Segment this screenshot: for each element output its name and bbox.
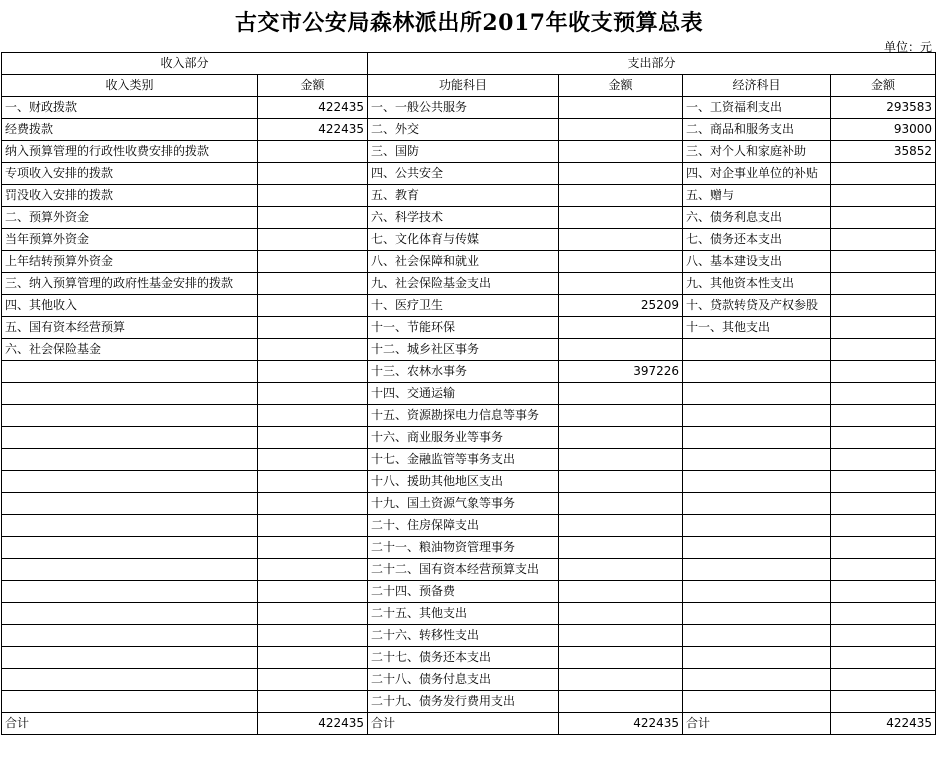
table-row <box>2 141 936 163</box>
income-amount-cell <box>258 471 368 493</box>
income-amount-cell <box>258 405 368 427</box>
table-row <box>2 691 936 713</box>
economic-amount-cell: 293583 <box>831 97 936 119</box>
table-row <box>2 647 936 669</box>
economic-subject-cell <box>683 603 831 625</box>
income-total-label: 合计 <box>2 713 258 735</box>
functional-subject-cell: 二十八、债务付息支出 <box>368 669 559 691</box>
functional-subject-cell: 四、公共安全 <box>368 163 559 185</box>
functional-amount-cell <box>559 515 683 537</box>
income-amount-cell <box>258 581 368 603</box>
income-category-cell <box>2 559 258 581</box>
economic-amount-cell <box>831 647 936 669</box>
functional-amount-cell <box>559 339 683 361</box>
economic-amount-cell <box>831 493 936 515</box>
economic-total-amount: 422435 <box>831 713 936 735</box>
income-category-cell <box>2 405 258 427</box>
functional-amount-cell <box>559 383 683 405</box>
economic-subject-cell <box>683 625 831 647</box>
income-category-cell <box>2 449 258 471</box>
total-row <box>2 713 936 735</box>
income-category-cell <box>2 581 258 603</box>
income-category-cell <box>2 493 258 515</box>
income-category-cell: 六、社会保险基金 <box>2 339 258 361</box>
table-row <box>2 515 936 537</box>
income-amount-cell <box>258 251 368 273</box>
functional-subject-cell: 十八、援助其他地区支出 <box>368 471 559 493</box>
income-amount-cell <box>258 493 368 515</box>
functional-subject-cell: 二十、住房保障支出 <box>368 515 559 537</box>
economic-subject-cell: 九、其他资本性支出 <box>683 273 831 295</box>
income-amount-cell <box>258 383 368 405</box>
functional-amount-cell: 397226 <box>559 361 683 383</box>
income-section-header: 收入部分 <box>2 53 368 75</box>
functional-amount-cell <box>559 647 683 669</box>
economic-amount-cell <box>831 207 936 229</box>
income-amount-cell <box>258 185 368 207</box>
economic-subject-cell <box>683 339 831 361</box>
income-amount-cell <box>258 229 368 251</box>
income-amount-cell: 422435 <box>258 119 368 141</box>
unit-label: 单位：元 <box>883 40 932 54</box>
income-amount-cell <box>258 625 368 647</box>
income-category-cell: 五、国有资本经营预算 <box>2 317 258 339</box>
economic-subject-cell <box>683 515 831 537</box>
functional-amount-cell <box>559 207 683 229</box>
economic-amount-cell <box>831 163 936 185</box>
functional-amount-cell <box>559 119 683 141</box>
table-row <box>2 185 936 207</box>
table-row <box>2 163 936 185</box>
functional-subject-cell: 九、社会保险基金支出 <box>368 273 559 295</box>
table-row <box>2 273 936 295</box>
income-amount-cell: 422435 <box>258 97 368 119</box>
economic-amount-cell <box>831 317 936 339</box>
economic-subject-cell <box>683 405 831 427</box>
table-row <box>2 361 936 383</box>
section-header-row <box>2 53 936 75</box>
functional-subject-cell: 十七、金融监管等事务支出 <box>368 449 559 471</box>
income-amount-cell <box>258 273 368 295</box>
economic-subject-cell: 七、债务还本支出 <box>683 229 831 251</box>
economic-amount-cell <box>831 559 936 581</box>
income-category-cell: 上年结转预算外资金 <box>2 251 258 273</box>
income-amount-cell <box>258 163 368 185</box>
economic-amount-cell <box>831 383 936 405</box>
functional-amount-cell <box>559 493 683 515</box>
economic-amount-cell: 93000 <box>831 119 936 141</box>
income-category-cell: 经费拨款 <box>2 119 258 141</box>
income-category-cell <box>2 427 258 449</box>
functional-subject-cell: 八、社会保障和就业 <box>368 251 559 273</box>
functional-amount-header: 金额 <box>559 75 683 97</box>
table-row <box>2 537 936 559</box>
income-total-amount: 422435 <box>258 713 368 735</box>
functional-total-label: 合计 <box>368 713 559 735</box>
table-row <box>2 229 936 251</box>
functional-amount-cell <box>559 163 683 185</box>
functional-amount-cell <box>559 581 683 603</box>
income-category-cell: 三、纳入预算管理的政府性基金安排的拨款 <box>2 273 258 295</box>
economic-subject-cell: 五、赠与 <box>683 185 831 207</box>
economic-subject-cell <box>683 647 831 669</box>
income-category-cell: 专项收入安排的拨款 <box>2 163 258 185</box>
functional-subject-cell: 二十五、其他支出 <box>368 603 559 625</box>
economic-amount-cell <box>831 581 936 603</box>
functional-amount-cell <box>559 449 683 471</box>
expense-section-header: 支出部分 <box>368 53 936 75</box>
table-row <box>2 493 936 515</box>
table-row <box>2 427 936 449</box>
table-row <box>2 405 936 427</box>
economic-subject-cell <box>683 669 831 691</box>
functional-total-amount: 422435 <box>559 713 683 735</box>
economic-amount-cell <box>831 405 936 427</box>
income-amount-cell <box>258 207 368 229</box>
functional-subject-cell: 三、国防 <box>368 141 559 163</box>
income-category-cell: 四、其他收入 <box>2 295 258 317</box>
functional-subject-cell: 十二、城乡社区事务 <box>368 339 559 361</box>
table-row <box>2 383 936 405</box>
table-row <box>2 339 936 361</box>
economic-subject-cell <box>683 493 831 515</box>
economic-subject-cell: 十一、其他支出 <box>683 317 831 339</box>
income-amount-cell <box>258 669 368 691</box>
economic-amount-cell <box>831 427 936 449</box>
functional-amount-cell <box>559 229 683 251</box>
page-title: 古交市公安局森林派出所2017年收支预算总表 <box>234 10 704 36</box>
income-amount-cell <box>258 515 368 537</box>
economic-subject-cell: 三、对个人和家庭补助 <box>683 141 831 163</box>
functional-amount-cell <box>559 537 683 559</box>
economic-amount-cell <box>831 361 936 383</box>
economic-amount-cell <box>831 229 936 251</box>
income-amount-cell <box>258 647 368 669</box>
economic-amount-cell <box>831 339 936 361</box>
income-category-cell: 一、财政拨款 <box>2 97 258 119</box>
economic-subject-cell <box>683 471 831 493</box>
functional-amount-cell <box>559 317 683 339</box>
income-amount-cell <box>258 361 368 383</box>
income-category-cell: 罚没收入安排的拨款 <box>2 185 258 207</box>
column-header-row <box>2 75 936 97</box>
economic-amount-cell <box>831 625 936 647</box>
economic-amount-cell <box>831 251 936 273</box>
income-amount-cell <box>258 537 368 559</box>
functional-subject-cell: 十四、交通运输 <box>368 383 559 405</box>
table-row <box>2 295 936 317</box>
economic-subject-cell <box>683 449 831 471</box>
income-amount-cell <box>258 141 368 163</box>
functional-amount-cell <box>559 273 683 295</box>
income-amount-cell <box>258 449 368 471</box>
income-amount-cell <box>258 559 368 581</box>
functional-subject-header: 功能科目 <box>368 75 559 97</box>
functional-amount-cell <box>559 97 683 119</box>
table-row <box>2 603 936 625</box>
income-category-cell: 纳入预算管理的行政性收费安排的拨款 <box>2 141 258 163</box>
table-row <box>2 559 936 581</box>
economic-total-label: 合计 <box>683 713 831 735</box>
economic-subject-cell: 六、债务利息支出 <box>683 207 831 229</box>
functional-subject-cell: 七、文化体育与传媒 <box>368 229 559 251</box>
functional-amount-cell <box>559 471 683 493</box>
economic-amount-cell <box>831 691 936 713</box>
economic-subject-cell <box>683 361 831 383</box>
income-category-cell <box>2 603 258 625</box>
functional-amount-cell <box>559 141 683 163</box>
economic-amount-cell <box>831 471 936 493</box>
functional-subject-cell: 二十七、债务还本支出 <box>368 647 559 669</box>
functional-amount-cell <box>559 405 683 427</box>
income-category-cell <box>2 647 258 669</box>
income-category-cell <box>2 669 258 691</box>
functional-amount-cell <box>559 691 683 713</box>
economic-amount-cell <box>831 295 936 317</box>
income-category-cell: 当年预算外资金 <box>2 229 258 251</box>
economic-amount-cell: 35852 <box>831 141 936 163</box>
economic-amount-cell <box>831 273 936 295</box>
functional-subject-cell: 十一、节能环保 <box>368 317 559 339</box>
functional-subject-cell: 十六、商业服务业等事务 <box>368 427 559 449</box>
income-category-header: 收入类别 <box>2 75 258 97</box>
income-amount-cell <box>258 603 368 625</box>
table-row <box>2 317 936 339</box>
economic-subject-cell <box>683 559 831 581</box>
table-row <box>2 471 936 493</box>
income-category-cell <box>2 625 258 647</box>
economic-subject-cell: 十、贷款转贷及产权参股 <box>683 295 831 317</box>
functional-amount-cell <box>559 427 683 449</box>
economic-amount-cell <box>831 185 936 207</box>
economic-amount-cell <box>831 515 936 537</box>
economic-subject-cell: 二、商品和服务支出 <box>683 119 831 141</box>
table-row <box>2 119 936 141</box>
functional-amount-cell <box>559 251 683 273</box>
table-row <box>2 251 936 273</box>
economic-subject-header: 经济科目 <box>683 75 831 97</box>
functional-amount-cell <box>559 185 683 207</box>
functional-subject-cell: 二、外交 <box>368 119 559 141</box>
table-row <box>2 669 936 691</box>
functional-subject-cell: 一、一般公共服务 <box>368 97 559 119</box>
functional-subject-cell: 五、教育 <box>368 185 559 207</box>
functional-amount-cell <box>559 603 683 625</box>
economic-subject-cell <box>683 383 831 405</box>
functional-subject-cell: 十三、农林水事务 <box>368 361 559 383</box>
income-category-cell <box>2 537 258 559</box>
income-category-cell <box>2 691 258 713</box>
income-amount-cell <box>258 427 368 449</box>
economic-amount-cell <box>831 603 936 625</box>
functional-amount-cell <box>559 559 683 581</box>
income-amount-header: 金额 <box>258 75 368 97</box>
functional-amount-cell <box>559 669 683 691</box>
economic-subject-cell: 四、对企事业单位的补贴 <box>683 163 831 185</box>
economic-amount-cell <box>831 669 936 691</box>
economic-subject-cell <box>683 427 831 449</box>
economic-amount-cell <box>831 537 936 559</box>
functional-subject-cell: 二十六、转移性支出 <box>368 625 559 647</box>
income-category-cell <box>2 383 258 405</box>
economic-subject-cell: 一、工资福利支出 <box>683 97 831 119</box>
income-category-cell <box>2 515 258 537</box>
economic-subject-cell <box>683 581 831 603</box>
functional-subject-cell: 十九、国土资源气象等事务 <box>368 493 559 515</box>
economic-subject-cell: 八、基本建设支出 <box>683 251 831 273</box>
income-amount-cell <box>258 339 368 361</box>
functional-amount-cell <box>559 625 683 647</box>
functional-subject-cell: 二十二、国有资本经营预算支出 <box>368 559 559 581</box>
functional-subject-cell: 十、医疗卫生 <box>368 295 559 317</box>
income-category-cell <box>2 361 258 383</box>
functional-amount-cell: 25209 <box>559 295 683 317</box>
table-row <box>2 625 936 647</box>
table-row <box>2 581 936 603</box>
budget-table <box>1 52 936 735</box>
income-category-cell <box>2 471 258 493</box>
table-row <box>2 97 936 119</box>
functional-subject-cell: 十五、资源勘探电力信息等事务 <box>368 405 559 427</box>
economic-amount-cell <box>831 449 936 471</box>
functional-subject-cell: 六、科学技术 <box>368 207 559 229</box>
functional-subject-cell: 二十九、债务发行费用支出 <box>368 691 559 713</box>
income-category-cell: 二、预算外资金 <box>2 207 258 229</box>
income-amount-cell <box>258 317 368 339</box>
functional-subject-cell: 二十一、粮油物资管理事务 <box>368 537 559 559</box>
table-row <box>2 207 936 229</box>
income-amount-cell <box>258 295 368 317</box>
table-row <box>2 449 936 471</box>
functional-subject-cell: 二十四、预备费 <box>368 581 559 603</box>
economic-amount-header: 金额 <box>831 75 936 97</box>
income-amount-cell <box>258 691 368 713</box>
economic-subject-cell <box>683 691 831 713</box>
economic-subject-cell <box>683 537 831 559</box>
